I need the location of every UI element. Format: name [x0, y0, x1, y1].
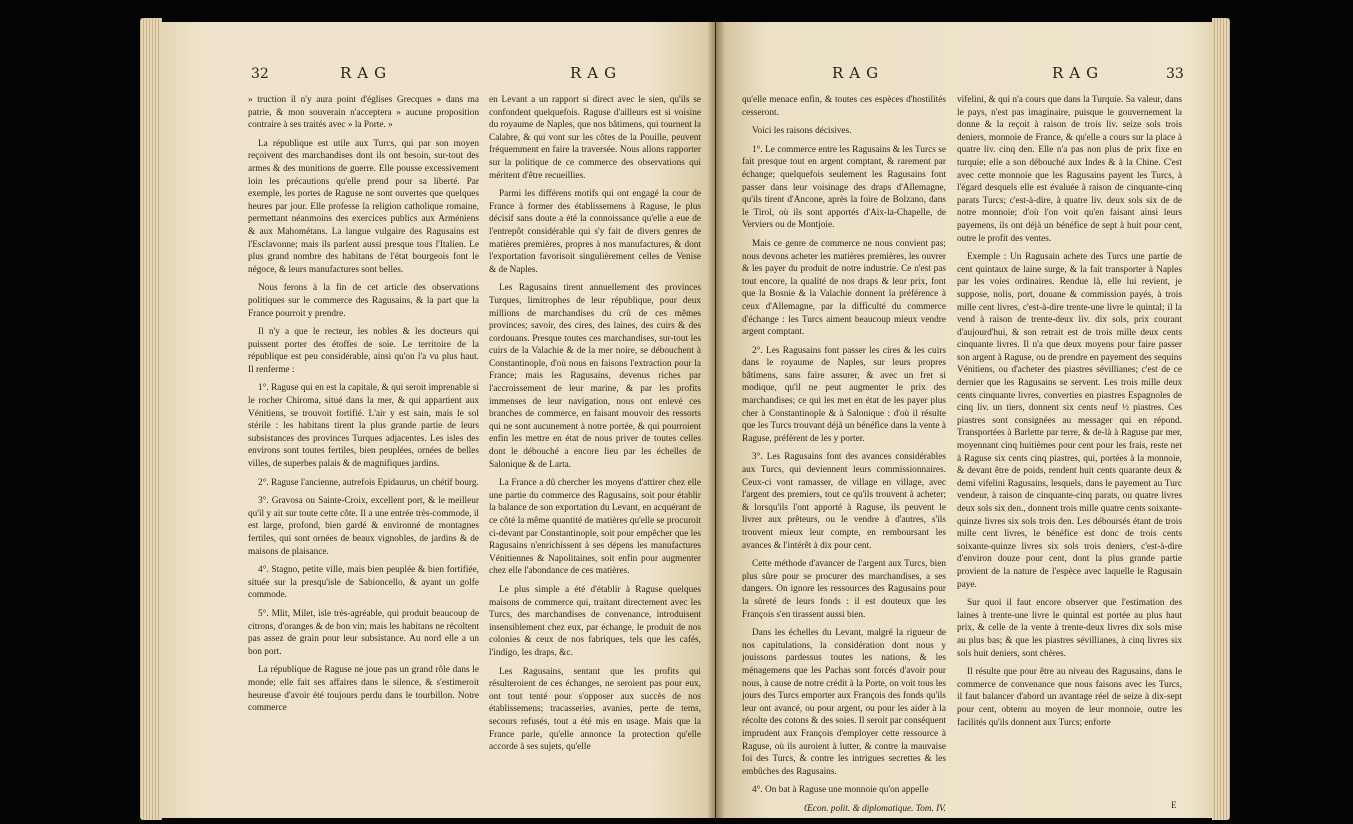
book-gutter: [707, 22, 725, 818]
paragraph: Les Ragusains, sentant que les profits qui résulteroient de ces échanges, ne seroient pas pour eux, ont tout tenté pour s'opposer aux succès de nos établissemens; tracasseries, avanies, perte de tems, secours refusés, tout a été mis en usage. Mais que la France parle, qu'elle annonce la protection qu'elle accorde à ses sujets, qu'elle: [489, 666, 701, 753]
left-column-1: [248, 94, 479, 814]
right-column-1: [742, 94, 946, 814]
paragraph: vifelini, & qui n'a cours que dans la Turquie. Sa valeur, dans le pays, n'est pas imaginaire, puisque le gouvernement la donne & la reçoit à raison de trois liv. seize sols trois deniers, monnoie de France, & qu'elle a cours sur la place à quatre liv. cinq den. Elle n'a pas non plus de prix fixe en turquie; elle a son débouché aux Indes & à la Chine. C'est avec cette monnoie que les Ragusains payent les Turcs, à l'égard desquels elle est évaluée à raison de cinquante-cinq parats Turcs; c'est-à-dire, à quatre liv. deux sols six de de notre monnoie; d'où l'on voit qu'en faisant ainsi leurs payemens, ils ont déjà un bénéfice de sept à huit pour cent, outre le profit des ventes.: [957, 95, 1182, 244]
paragraph: Voici les raisons décisives.: [752, 126, 852, 137]
paragraph: 1°. Le commerce entre les Ragusains & les Turcs se fait presque tout en argent comptant, & rarement par échange; quelquefois seulement les Ragusains font passer dans leur voisinage des draps d'Allemagne, qu'ils tirent d'Ancone, après la foire de Bolzano, dans le Tirol, où ils sont apportés d'Aix-la-Chapelle, de Verviers ou de Montjoie.: [742, 144, 946, 231]
paragraph: Sur quoi il faut encore observer que l'estimation des laines à trente-une livre le quintal est portée au plus haut prix, & celle de la vente à trente-deux livres dix sols mise au plus bas; & que les piastres sévillianes, à cinq livres six sols huit deniers, sont chères.: [957, 598, 1182, 659]
paragraph: La république est utile aux Turcs, qui par son moyen reçoivent des marchandises dont ils ont besoin, sur-tout des armes & des munitions de guerre. Elle pousse excessivement loin les précautions qu'elle prend pour sa liberté. Par exemple, les portes de Raguse ne sont ouvertes que quelques heures par jour. Elle professe la religion catholique romaine, permettant néanmoins des exercices publics aux Arméniens & aux Mahométans. La langue vulgaire des Ragusains est l'Esclavonne; mais ils parlent aussi presque tous l'Italien. Le plus grand nombre des habitans de l'état bourgeois font le négoce, & leurs manufactures sont belles.: [248, 138, 479, 275]
paragraph: Le plus simple a été d'établir à Raguse quelques maisons de commerce qui, traitant directement avec les Turcs, des marchandises de convenance, introduisent insensiblement chez eux, par échange, le produit de nos colonies & ceux de nos fabriques, tels que les cafés, l'indigo, les draps, &c.: [489, 584, 701, 658]
paragraph: Il n'y a que le recteur, les nobles & les docteurs qui puissent porter des étoffes de soie. Le territoire de la république est peu considérable, ainsi qu'on l'a vu plus haut. Il renferme :: [248, 327, 479, 375]
paragraph: Exemple : Un Ragusain achete des Turcs une partie de cent quintaux de laine surge, & la fait transporter à Naples par les voies ordinaires. Rendue là, elle lui revient, je suppose, nolis, port, douane & commission payés, à trois mille cent livres, c'est-à-dire trente-une livre le quintal; il la vend à raison de trente-deux liv. dix sols, prix courant d'aujourd'hui, & son retrait est de trois mille deux cents cinquante livres. Il n'a que deux moyens pour faire passer son argent à Raguse, ou de prendre en payement des sequins Vénitiens, ou d'acheter des piastres sévillianes; c'est de ce dernier que les Ragusains se servent. Les trois mille deux cents cinquante livres, converties en piastres Espagnoles de cinq liv. un tiers, donnent six cents neuf ½ piastres. Ces piastres sont consignées au messager qui en répond. Transportées à Barlette par terre, & de-là à Raguse par mer, moyennant cinq huitièmes pour cent pour les frais, reste net à Raguse six cents cinq piastres, qui, portées à la monnoie, & devant être de poids, rendent huit cents quarante deux & demi vifelini Ragusains, lesquels, dans le payement au Turc vendeur, à raison de cinquante-cinq parats, ou quatre livres deux sols six den., donnent trois mille quatre cents soixante-quinze livres six sols trois den. Les déboursés étant de trois mille cent livres, le bénéfice est donc de trois cents soixante-quinze livres six sols trois deniers, c'est-à-dire d'environ douze pour cent, dont la plus grande partie provient de la nature de l'espèce avec laquelle le Ragusain paye.: [957, 252, 1182, 590]
paragraph: 5°. Mlit, Milet, isle très-agréable, qui produit beaucoup de citrons, d'oranges & de bon vin; mais les habitans ne récoltent pas assez de grain pour leur subsistance. Au nord elle a un bon port.: [248, 608, 479, 657]
left-column-2: [489, 94, 701, 814]
left-page-edges: [140, 18, 162, 820]
right-page: [716, 22, 1214, 818]
left-page-number: 32: [251, 66, 269, 82]
right-running-head-2: RAG: [1052, 64, 1105, 82]
right-page-number: 33: [1166, 66, 1184, 82]
signature-mark: E: [1171, 800, 1177, 810]
paragraph: qu'elle menace enfin, & toutes ces espèces d'hostilités cesseront.: [742, 95, 946, 118]
paragraph: 2°. Raguse l'ancienne, autrefois Epidaurus, un chétif bourg.: [258, 477, 479, 488]
paragraph: en Levant a un rapport si direct avec le sien, qu'ils se confondent quelquefois. Raguse d'ailleurs est si voisine du royaume de Naples, que nos bâtimens, qui tournent la Calabre, & qui vont sur les côtes de la Pouille, peuvent fréquemment en faire la traversée. Nous allons rapporter sur la politique de ce commerce des observations qui méritent d'être recueillies.: [489, 95, 701, 181]
left-running-head-1: RAG: [340, 64, 393, 82]
paragraph: » truction il n'y aura point d'églises Grecques » dans ma patrie, & mon souverain n'acceptera » aucune proposition contraire à ses traités avec » la Porte. »: [248, 95, 479, 131]
paragraph: 2°. Les Ragusains font passer les cires & les cuirs dans le royaume de Naples, sur leurs propres bâtimens, sans faire assurer, & avec un fret si modique, qu'il ne peut augmenter le prix des marchandises; ce qui les met en état de les payer plus cher à Constantinople & à Salonique : d'où il résulte que les Turcs trouvant déjà un bénéfice dans la vente à Raguse, préfèrent de les y porter.: [742, 345, 946, 444]
paragraph: Parmi les différens motifs qui ont engagé la cour de France à former des établissemens à Raguse, le plus décisif sans doute a été la connoissance qu'elle a eue de l'entrepôt considérable qui s'y fait de divers genres de matières premières, propres à nos manufactures, & dont l'exportation favorisoit singulièrement celles de Venise & de Naples.: [489, 189, 701, 275]
paragraph: 3°. Les Ragusains font des avances considérables aux Turcs, qui deviennent leurs commissionnaires. Ceux-ci vont ramasser, de village en village, avec l'argent des premiers, tout ce qu'ils trouvent à acheter; & lorsqu'ils l'ont apporté à Raguse, ils peuvent le livrer aux prêteurs, ou le vendre à d'autres, s'ils trouvent mieux leur compte, en remboursant les avances & l'intérêt à dix pour cent.: [742, 452, 946, 551]
paragraph: Dans les échelles du Levant, malgré la rigueur de nos capitulations, la considération dont nous y jouissons pardessus toutes les nations, & les ménagemens que les Pachas sont forcés d'avoir pour nous, à cause de notre crédit à la Porte, on voit tous les jours des Turcs emporter aux François des fonds qu'ils leur ont avancé, ou pour argent, ou pour les aider à la récolte des cotons & des soies. Il seroit par conséquent imprudent aux François d'employer cette ressource à Raguse, où ils auroient à lutter, & contre la mauvaise foi des Turcs, & contre les intrigues secrettes & les embûches des Ragusains.: [742, 628, 946, 777]
paragraph: 4°. Stagno, petite ville, mais bien peuplée & bien fortifiée, située sur la presqu'isle de Sabioncello, & ayant un golfe commode.: [248, 565, 479, 601]
paragraph: Il résulte que pour être au niveau des Ragusains, dans le commerce de convenance que nous faisons avec les Turcs, il faut balancer d'abord un avantage réel de seize à dix-sept pour cent, obtenu au moyen de leur monnoie, outre les facilités qu'ils donnent aux Turcs; enforte: [957, 667, 1182, 728]
left-running-head-2: RAG: [570, 64, 623, 82]
paragraph: 3°. Gravosa ou Sainte-Croix, excellent port, & le meilleur qu'il y ait sur toute cette côte. Il a une entrée très-commode, il est large, profond, bien gardé & environné de montagnes fertiles, qui sont ornées de beaux vignobles, de jardins & de maisons de plaisance.: [248, 496, 479, 557]
right-column-2: [957, 94, 1182, 814]
paragraph: Les Ragusains tirent annuellement des provinces Turques, limitrophes de leur république, pour deux millions de marchandises du crû de ces mêmes provinces; savoir, des cires, des laines, des cuirs & des cordouans. Presque toutes ces marchandises, sur-tout les cuirs de la Valachie & de la mer noire, se débouchent à Constantinople, d'où nous en faisons l'extraction pour la France; mais les Ragusains, devenus riches par l'accroissement de leur marine, & par les profits immenses de leur navigation, nous ont enlevé ces branches de commerce, en faisant mouvoir des ressorts qui ne sont aucunement à notre portée, & qui pourroient enfin les mettre en état de nous priver de toutes celles dont le débouché a encore lieu par les échelles de Salonique & de Larta.: [489, 283, 701, 470]
page-footer-note: Œcon. polit. & diplomatique. Tom. IV.: [803, 803, 946, 814]
paragraph: Nous ferons à la fin de cet article des observations politiques sur le commerce des Ragusains, & la part que la France pourroit y prendre.: [248, 283, 479, 319]
paragraph: La France a dû chercher les moyens d'attirer chez elle une partie du commerce des Ragusains, soit pour établir la balance de son exportation du Levant, en acquérant de ce côté la même quantité de matières qu'elle se procuroit ci-devant par Constantinople, soit pour empêcher que les Ragusains n'enrichissent à ses dépens les manufactures Vénitiennes & Napolitaines, soit enfin pour augmenter chez elle l'abondance de ces matières.: [489, 478, 701, 577]
paragraph: Mais ce genre de commerce ne nous convient pas; nous devons acheter les matières premières, les ouvrer & les payer du produit de notre industrie. Ce n'est pas tout encore, la qualité de nos draps & leur prix, font que la Bosnie & la Valachie donnent la préférence à ceux d'Allemagne, par la difficulté du commerce d'échange : les Turcs aiment beaucoup mieux vendre argent comptant.: [742, 238, 946, 338]
paragraph: 4°. On bat à Raguse une monnoie qu'on appelle: [752, 785, 929, 796]
paragraph: Cette méthode d'avancer de l'argent aux Turcs, bien plus sûre pour se procurer des marchandises, a ses dangers. On ignore les ressources des Ragusains pour la sûreté de leurs fonds : il est douteux que les François s'en tirassent aussi bien.: [742, 559, 946, 620]
paragraph: 1°. Raguse qui en est la capitale, & qui seroit imprenable si le rocher Chiroma, situé dans la mer, & qui appartient aux Vénitiens, se trouvoit fortifié. L'air y est sain, mais le sol stérile : les habitans tirent la plus grande partie de leurs subsistances des provinces Turques adjacentes. Les isles des environs sont toutes fertiles, bien peuplées, ornées de belles villes, de superbes palais & de magnifiques jardins.: [248, 383, 479, 470]
paragraph: La république de Raguse ne joue pas un grand rôle dans le monde; elle fait ses affaires dans le silence, & s'estimeroit heureuse d'avoir été toujours perdu dans le tourbillon. Notre commerce: [248, 665, 479, 714]
left-page: [160, 22, 715, 818]
right-page-edges: [1212, 18, 1230, 820]
right-running-head-1: RAG: [832, 64, 885, 82]
